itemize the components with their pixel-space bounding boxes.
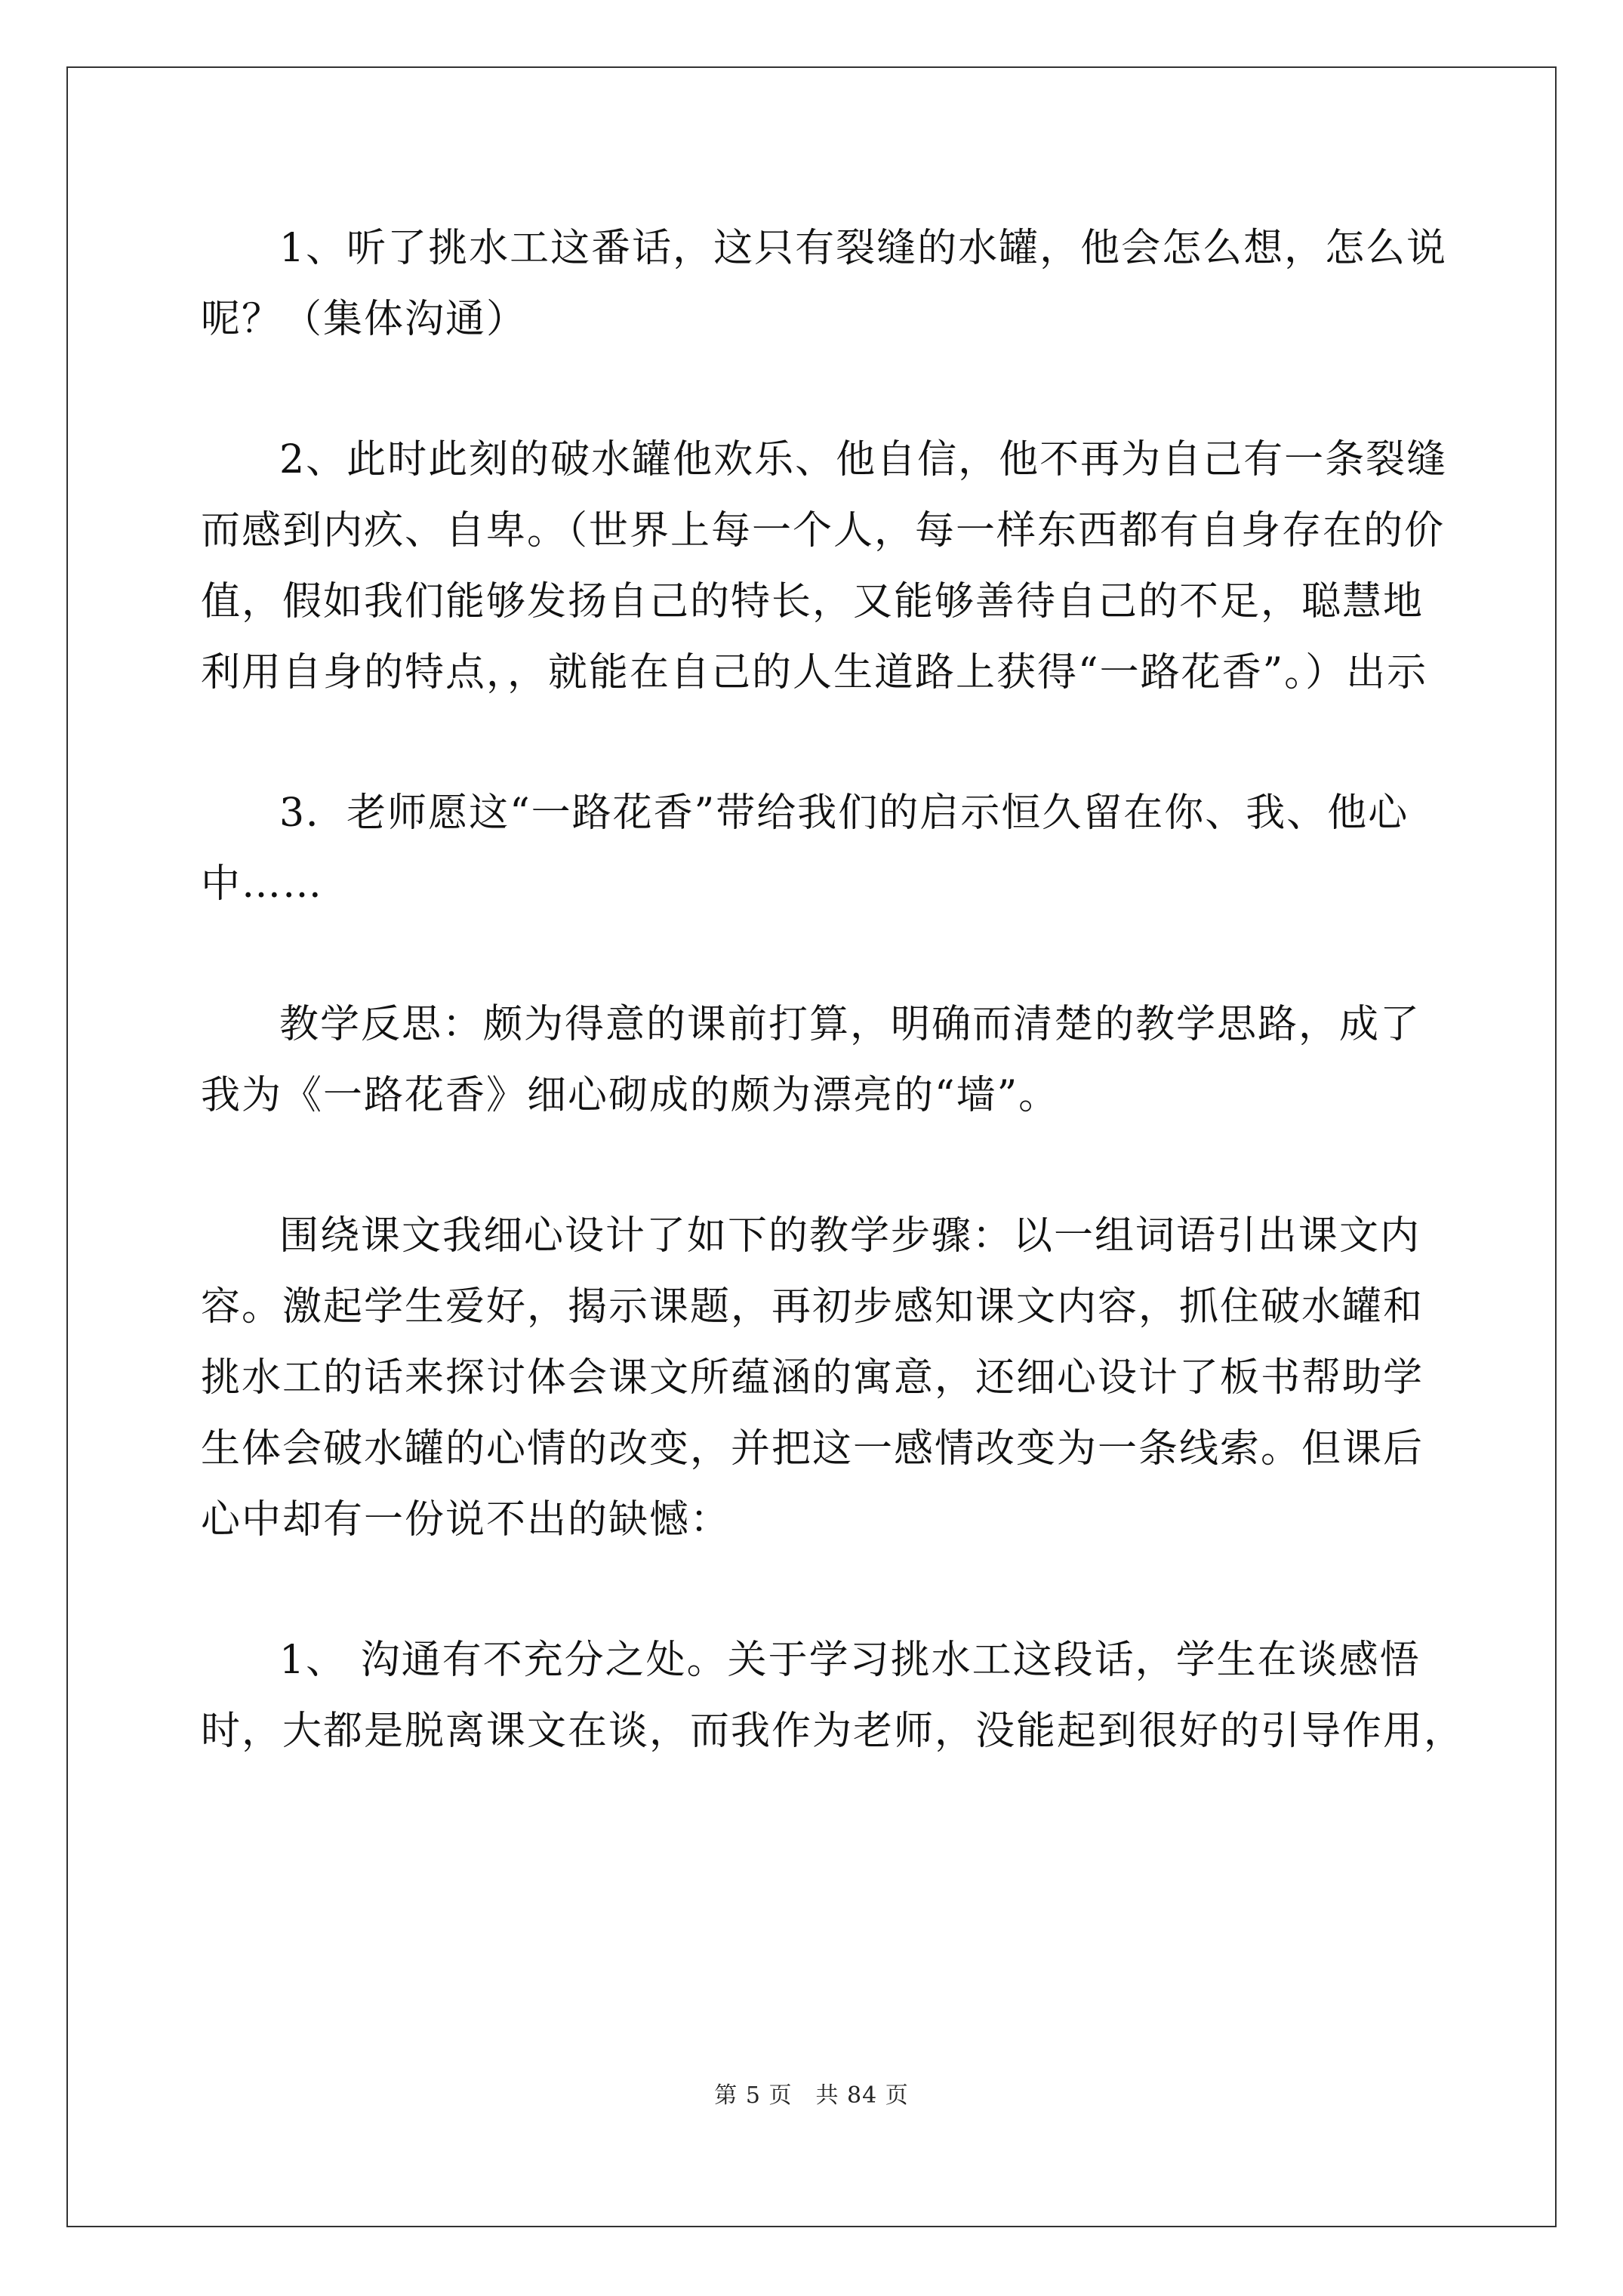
paragraph-gap (201, 1555, 1424, 1625)
paragraph-gap (201, 708, 1424, 778)
paragraph-4 (201, 989, 1424, 1131)
text-line: 3．老师愿这“一路花香”带给我们的启示恒久留在你、我、他心 (279, 791, 1409, 836)
text-line: 呢？（集体沟通） (201, 297, 528, 342)
paragraph-gap (201, 1131, 1424, 1200)
text-line: 挑水工的话来探讨体会课文所蕴涵的寓意，还细心设计了板书帮助学 (201, 1355, 1424, 1401)
page-number-footer: 第 5 页 共 84 页 (714, 2082, 909, 2109)
paragraph-5 (201, 1200, 1424, 1555)
text-line: 我为《一路花香》细心砌成的颇为漂亮的“墙”。 (201, 1073, 1060, 1118)
paragraph-gap (201, 355, 1424, 424)
paragraph-1 (201, 213, 1448, 355)
text-line: 1、 沟通有不充分之处。关于学习挑水工这段话，学生在谈感悟 (279, 1638, 1421, 1683)
paragraph-2 (201, 424, 1448, 708)
text-line: 中…… (201, 861, 324, 907)
text-line: 利用自身的特点，，就能在自己的人生道路上获得“一路花香”。）出示 (201, 650, 1428, 695)
text-line: 生体会破水罐的心情的改变，并把这一感情改变为一条线索。但课后 (201, 1426, 1424, 1472)
text-line: 1、听了挑水工这番话，这只有裂缝的水罐，他会怎么想，怎么说 (279, 226, 1448, 271)
paragraph-6 (201, 1625, 1465, 1767)
text-line: 容。激起学生爱好，揭示课题，再初步感知课文内容，抓住破水罐和 (201, 1284, 1424, 1330)
text-line: 2、此时此刻的破水罐他欢乐、他自信，他不再为自己有一条裂缝 (279, 437, 1448, 482)
text-line: 时，大都是脱离课文在谈，而我作为老师，没能起到很好的引导作用， (201, 1709, 1465, 1754)
text-line: 教学反思：颇为得意的课前打算，明确而清楚的教学思路，成了 (279, 1002, 1421, 1047)
text-line: 值，假如我们能够发扬自己的特长，又能够善待自己的不足，聪慧地 (201, 579, 1424, 624)
paragraph-gap (201, 920, 1424, 989)
text-line: 而感到内疚、自卑。（世界上每一个人，每一样东西都有自身存在的价 (201, 508, 1446, 553)
text-line: 围绕课文我细心设计了如下的教学步骤：以一组词语引出课文内 (279, 1213, 1421, 1259)
document-body (201, 213, 1465, 1767)
text-line: 心中却有一份说不出的缺憾： (201, 1497, 731, 1542)
paragraph-3 (201, 778, 1424, 920)
